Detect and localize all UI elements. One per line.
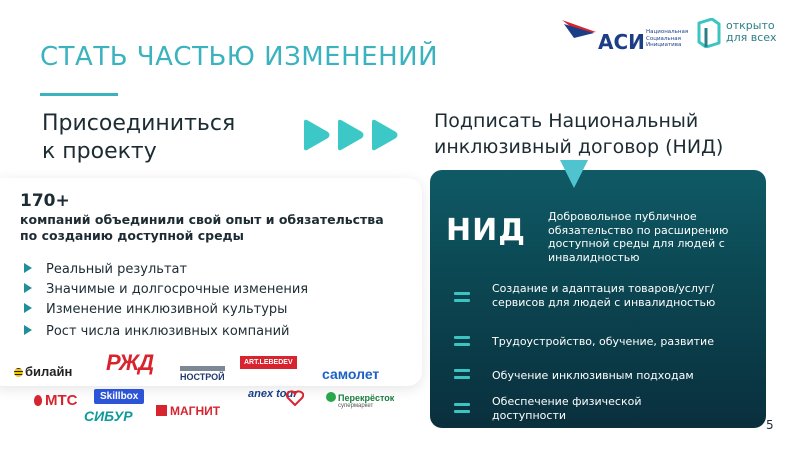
companies-count: 170+ <box>20 191 70 211</box>
equals-icon <box>454 403 470 414</box>
companies-description-line-1: компаний объединили свой опыт и обязательства <box>20 212 384 227</box>
nid-description: Добровольное публичное обязательство по расширению доступной среды для людей с инвалидностью <box>548 210 729 264</box>
benefit-item <box>24 324 289 339</box>
asi-logo-text: АСИ <box>598 30 645 54</box>
sibur-logo: СИБУР <box>84 408 133 424</box>
bullet-triangle-icon <box>24 283 32 293</box>
magnit-text: МАГНИТ <box>170 404 221 418</box>
samolet-logo: самолет <box>322 366 380 382</box>
mts-text: МТС <box>45 392 78 409</box>
magnit-m-icon <box>156 405 167 416</box>
sign-nid-heading <box>434 108 723 160</box>
anex-tour-logo: anex tour <box>248 388 298 400</box>
benefit-item <box>24 302 287 317</box>
open-cube-icon <box>696 18 722 48</box>
perekrestok-subtitle: супермаркет <box>338 403 374 409</box>
nid-label: НИД <box>446 213 526 248</box>
beeline-stripes-icon <box>14 368 23 377</box>
companies-description-line-2: по созданию доступной среды <box>20 228 244 243</box>
nid-feature: Создание и адаптация товаров/услуг/сервисов для людей с инвалидностью <box>492 282 716 309</box>
heart-icon <box>286 390 304 406</box>
art-lebedev-logo: ART.LEBEDEV <box>240 356 297 369</box>
nid-feature: Трудоустройство, обучение, развитие <box>492 335 714 348</box>
perekrestok-logo <box>326 392 394 409</box>
benefit-item <box>24 282 308 297</box>
page-number: 5 <box>766 418 774 432</box>
perekrestok-text: Перекрёсток <box>338 393 395 403</box>
slide-title: СТАТЬ ЧАСТЬЮ ИЗМЕНЕНИЙ <box>40 42 439 72</box>
open-for-all-logo <box>696 18 786 50</box>
benefit-label: Значимые и долгосрочные изменения <box>46 282 309 297</box>
benefit-item <box>24 262 187 277</box>
nostroy-logo: НОСТРОЙ <box>180 366 225 382</box>
perekrestok-cross-icon <box>326 392 336 402</box>
open-logo-text: открыто для всех <box>726 19 777 44</box>
equals-icon <box>454 336 470 347</box>
nid-feature: Обучение инклюзивным подходам <box>492 369 694 382</box>
sign-line-1: Подписать Национальный <box>434 110 699 132</box>
join-line-1: Присоединиться <box>42 111 236 136</box>
rzd-logo: РЖД <box>106 350 154 375</box>
join-line-2: к проекту <box>42 139 157 164</box>
beeline-text: билайн <box>25 364 73 379</box>
bullet-triangle-icon <box>24 303 32 313</box>
beeline-logo <box>14 364 72 379</box>
join-project-heading <box>42 110 235 166</box>
bullet-triangle-icon <box>24 263 32 273</box>
arrows-icon <box>302 118 402 152</box>
mts-egg-icon <box>34 395 42 406</box>
title-underline <box>40 93 118 96</box>
companies-description <box>20 212 420 244</box>
equals-icon <box>454 369 470 380</box>
nid-card-pointer <box>560 160 588 188</box>
equals-icon <box>454 292 470 303</box>
asi-logo-subtitle: Национальная Социальная Инициатива <box>646 29 689 48</box>
mts-logo <box>34 392 78 409</box>
sign-line-2: инклюзивный договор (НИД) <box>434 136 724 158</box>
bullet-triangle-icon <box>24 325 32 335</box>
asi-bird-icon <box>560 14 600 50</box>
benefit-label: Реальный результат <box>46 262 188 277</box>
nid-feature: Обеспечение физической доступности <box>492 395 642 422</box>
benefit-label: Рост числа инклюзивных компаний <box>46 324 290 339</box>
skillbox-logo: Skillbox <box>94 389 144 404</box>
magnit-logo <box>156 404 220 418</box>
benefit-label: Изменение инклюзивной культуры <box>46 302 288 317</box>
